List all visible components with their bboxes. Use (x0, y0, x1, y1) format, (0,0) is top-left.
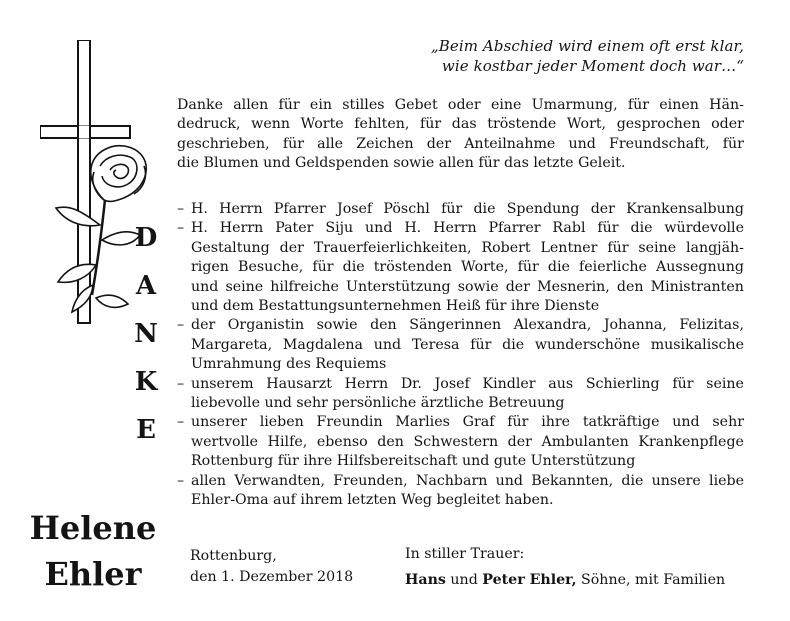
intro-paragraph (177, 96, 744, 174)
word: sowie (457, 278, 499, 295)
word: und (373, 336, 402, 353)
thanks-text: Rottenburg für ihre Hilfsbereitschaft und gute Unterstützung (191, 453, 636, 470)
thanks-text (191, 278, 744, 297)
word: und (495, 472, 523, 489)
dash: – (177, 201, 185, 217)
word: Robert (481, 239, 531, 256)
word: für (722, 135, 744, 152)
deceased-last-name: Ehler (44, 555, 142, 593)
word: für (627, 97, 650, 113)
word: gesprochen (616, 116, 701, 133)
word: für (607, 239, 629, 256)
word: stilles (342, 97, 385, 113)
word: Siju (325, 220, 354, 237)
word: langjäh- (685, 239, 744, 256)
thanks-line (177, 394, 744, 413)
mourner-name: Hans (405, 572, 446, 588)
thanks-text: Ehler-Oma auf ihrem letzten Weg begleitet haben. (191, 492, 554, 509)
word: H. (191, 220, 208, 237)
word: wunderschöne (534, 336, 640, 353)
place-date-line: den 1. Dezember 2018 (190, 569, 354, 585)
word: oder (711, 116, 744, 133)
quote-line: „Beim Abschied wird einem oft erst klar, (430, 37, 744, 55)
word: allen (191, 472, 227, 489)
thanks-text (191, 219, 744, 238)
thanks-line (177, 413, 744, 432)
danke-vertical (131, 224, 161, 464)
word: lieben (259, 414, 304, 431)
word: Marlies (395, 414, 450, 431)
dash: – (177, 472, 185, 489)
mourners (405, 541, 725, 593)
word: die (473, 201, 496, 217)
word: für (507, 414, 529, 431)
mourners-and: und (445, 572, 483, 588)
word: die (621, 472, 644, 489)
word: ihre (541, 414, 571, 431)
dash (177, 491, 191, 510)
danke-letter: A (135, 271, 157, 301)
word: H. (191, 201, 208, 217)
word: Worte, (460, 259, 509, 276)
dash (177, 452, 191, 471)
thanks-line (177, 433, 744, 452)
word: tröstenden (373, 259, 452, 276)
word: für (278, 97, 300, 113)
word: tatkräftige (582, 414, 660, 431)
danke-letter: K (134, 367, 158, 397)
word: Anteilnahme (464, 135, 556, 152)
word: Freundin (316, 414, 383, 431)
thanks-text (191, 433, 744, 452)
dash: – (177, 220, 185, 237)
word: die (502, 336, 525, 353)
word: unserer (191, 414, 247, 431)
dash (177, 355, 191, 374)
word: aus (548, 375, 574, 392)
word: eine (490, 97, 522, 113)
word: Kindler (482, 375, 536, 392)
thanks-line (177, 452, 744, 471)
thanks-text: und dem Bestattungsunternehmen Heiß für ihre Dienste (191, 298, 600, 315)
mourner-name: Peter Ehler, (482, 572, 577, 588)
word: Wort, (566, 116, 607, 133)
word: die (547, 259, 570, 276)
thanks-line (177, 316, 744, 335)
mourners-rest: Söhne, mit Familien (576, 572, 726, 588)
thanks-text: liebevolle und sehr persönliche ärztliche Betreuung (191, 395, 565, 412)
word: für (672, 375, 694, 392)
word: für (470, 336, 492, 353)
thanks-text (191, 413, 744, 432)
word: Worte (300, 116, 344, 133)
word: Hän- (709, 97, 744, 113)
word: und (365, 220, 393, 237)
word: Freundschaft, (608, 135, 710, 152)
word: tröstende (487, 116, 557, 133)
word: Lentner (540, 239, 598, 256)
word: wenn (251, 116, 290, 133)
word: Spendung (506, 201, 580, 217)
deceased-name (28, 505, 158, 597)
danke-letter: D (134, 223, 158, 253)
word: für (517, 259, 539, 276)
word: der (505, 278, 530, 295)
word: Teresa (411, 336, 460, 353)
word: Umarmung, (531, 97, 618, 113)
word: und (568, 135, 596, 152)
word: Krankensalbung (626, 201, 744, 217)
word: Graf (462, 414, 495, 431)
word: Zeichen (356, 135, 414, 152)
word: sehr (712, 414, 744, 431)
thanks-text (191, 472, 744, 491)
word: Gestaltung (191, 239, 270, 256)
word: dedruck, (177, 116, 241, 133)
thanks-text: Umrahmung des Requiems (191, 356, 387, 373)
dash (177, 278, 191, 297)
word: für (312, 259, 334, 276)
word: liebe (709, 472, 744, 489)
word: Ambulanten (541, 433, 629, 450)
mourners-names (405, 567, 725, 593)
word: die (630, 220, 653, 237)
word: Krankenpflege (638, 433, 744, 450)
word: allen (233, 97, 269, 113)
place-city: Rottenburg, (190, 548, 277, 564)
word: Schwestern (413, 433, 499, 450)
word: Herrn (219, 220, 264, 237)
thanks-list (177, 200, 744, 511)
word: Herrn (433, 220, 477, 237)
word: Alexandra, (513, 317, 592, 334)
quote (184, 36, 744, 76)
word: musikalische (650, 336, 744, 353)
word: Nachbarn (415, 472, 488, 489)
word: seine (638, 239, 677, 256)
word: geschrieben, (177, 135, 270, 152)
word: fehlten, (354, 116, 410, 133)
word: Pater (275, 220, 314, 237)
dash (177, 297, 191, 316)
thanks-line (177, 200, 744, 219)
word: H. (404, 220, 422, 237)
word: Ministranten (650, 278, 744, 295)
word: den (616, 278, 644, 295)
danke-letter: E (136, 415, 156, 445)
word: den (370, 317, 397, 334)
word: Freunden, (333, 472, 408, 489)
word: für (282, 135, 304, 152)
dash (177, 394, 191, 413)
word: Hilfe, (267, 433, 308, 450)
thanks-line (177, 297, 744, 316)
word: Pfarrer (488, 220, 541, 237)
word: der (426, 135, 452, 152)
word: Johanna, (603, 317, 667, 334)
word: Herrn (344, 375, 389, 392)
word: Bekannten, (531, 472, 614, 489)
intro-line: die Blumen und Geldspenden sowie allen für das letzte Geleit. (177, 155, 626, 172)
word: sowie (316, 317, 358, 334)
word: Hausarzt (266, 375, 332, 392)
word: Sängerinnen (409, 317, 502, 334)
word: für (420, 116, 442, 133)
word: die (342, 259, 365, 276)
word: der (590, 201, 615, 217)
intro-line (177, 135, 744, 154)
word: Besuche, (238, 259, 304, 276)
word: ein (309, 97, 332, 113)
word: feierliche (579, 259, 647, 276)
word: Organistin (227, 317, 305, 334)
thanks-line (177, 278, 744, 297)
dash (177, 433, 191, 452)
word: Pfarrer (273, 201, 326, 217)
thanks-line (177, 375, 744, 394)
word: hilfreiche (270, 278, 339, 295)
word: Unterstützung (346, 278, 451, 295)
word: Rabl (552, 220, 586, 237)
thanks-text (191, 316, 744, 335)
word: den (377, 433, 404, 450)
thanks-line (177, 239, 744, 258)
word: für (441, 201, 463, 217)
word: der (507, 433, 532, 450)
dash (177, 239, 191, 258)
word: für (597, 220, 619, 237)
word: seine (225, 278, 264, 295)
thanks-line (177, 336, 744, 355)
word: Aussegnung (656, 259, 744, 276)
thanks-text (191, 375, 744, 394)
word: Pöschl (383, 201, 430, 217)
thanks-text (191, 336, 744, 355)
dash (177, 336, 191, 355)
word: unsere (651, 472, 701, 489)
word: Gebet (394, 97, 438, 113)
word: Herrn (219, 201, 263, 217)
word: Mesnerin, (537, 278, 610, 295)
word: unserem (191, 375, 254, 392)
word: Josef (337, 201, 373, 217)
deceased-first-name: Helene (29, 509, 157, 547)
intro-line (177, 96, 744, 115)
word: einen (659, 97, 699, 113)
word: rigen (191, 259, 229, 276)
word: Margareta, (191, 336, 273, 353)
word: Felizitas, (679, 317, 744, 334)
word: der (279, 239, 304, 256)
word: alle (317, 135, 344, 152)
thanks-line (177, 355, 744, 374)
word: und (672, 414, 700, 431)
word: das (451, 116, 477, 133)
thanks-line (177, 491, 744, 510)
word: Trauerfeierlichkeiten, (313, 239, 472, 256)
word: seine (706, 375, 744, 392)
word: und (191, 278, 219, 295)
word: wertvolle (191, 433, 259, 450)
word: Verwandten, (234, 472, 326, 489)
place-date (190, 546, 353, 588)
word: oder (447, 97, 481, 113)
dash: – (177, 317, 185, 334)
dash (177, 258, 191, 277)
mourners-heading: In stiller Trauer: (405, 546, 525, 562)
dash: – (177, 375, 185, 392)
word: der (191, 317, 216, 334)
word: Danke (177, 97, 223, 113)
intro-line (177, 115, 744, 134)
word: Josef (434, 375, 470, 392)
word: Schierling (585, 375, 660, 392)
dash: – (177, 414, 185, 431)
thanks-line (177, 472, 744, 491)
thanks-text (191, 258, 744, 277)
danke-letter: N (134, 319, 158, 349)
word: Magdalena (282, 336, 364, 353)
quote-line: wie kostbar jeder Moment doch war…“ (441, 57, 744, 75)
thanks-text (191, 239, 744, 258)
word: würdevolle (664, 220, 744, 237)
thanks-line (177, 258, 744, 277)
thanks-text (191, 200, 744, 219)
thanks-line (177, 219, 744, 238)
word: Dr. (400, 375, 422, 392)
word: ebenso (316, 433, 368, 450)
